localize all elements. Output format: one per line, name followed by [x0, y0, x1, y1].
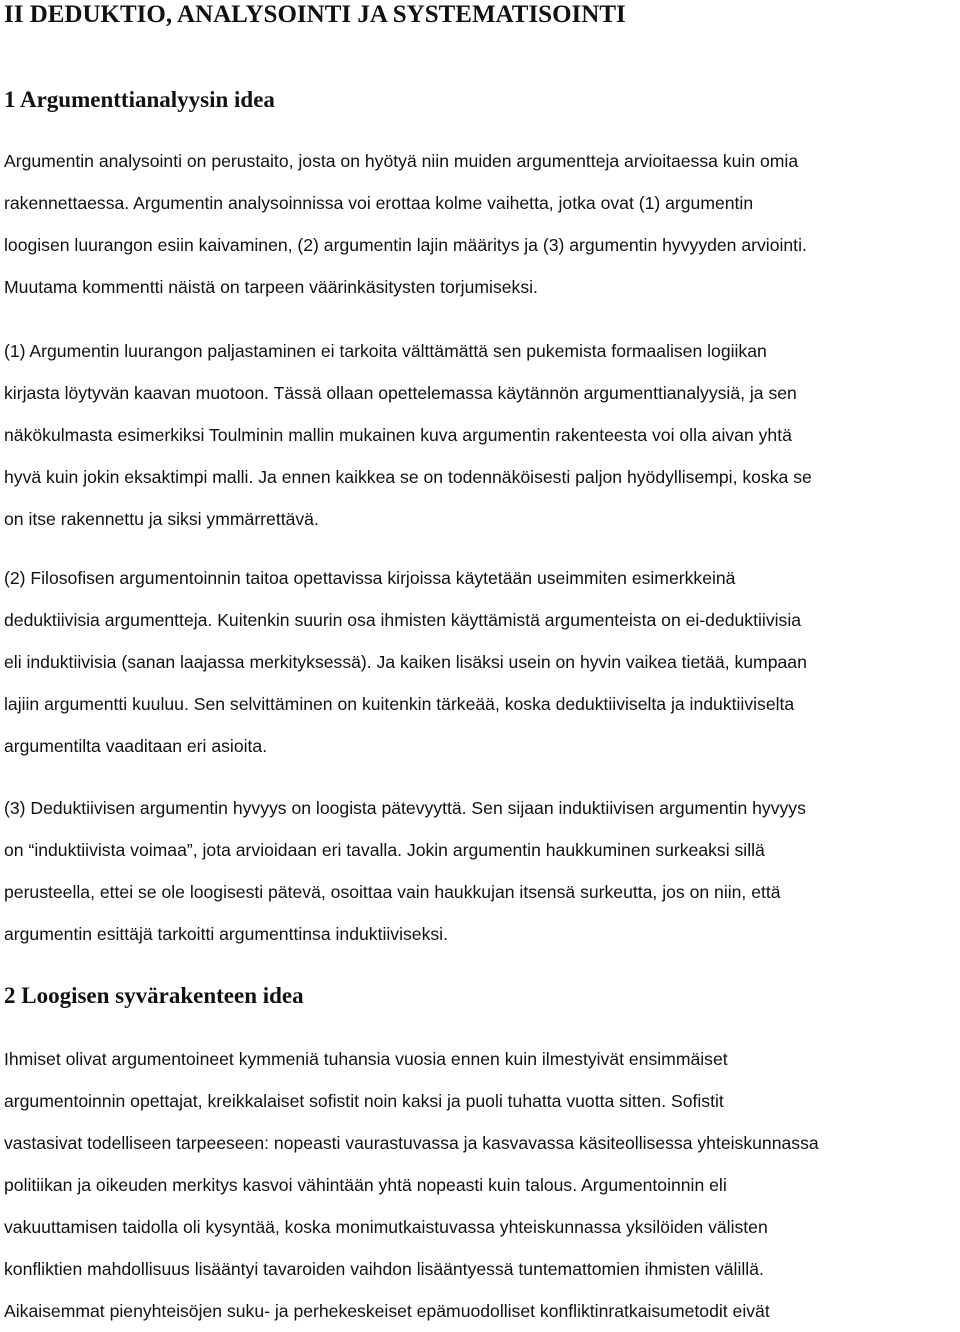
chapter-title: II DEDUKTIO, ANALYSOINTI JA SYSTEMATISOINTI [4, 1, 626, 28]
text-line: (1) Argumentin luurangon paljastaminen ei tarkoita välttämättä sen pukemista formaalisen logiikan [4, 341, 767, 361]
text-line: on “induktiivista voimaa”, jota arvioidaan eri tavalla. Jokin argumentin haukkuminen surkeaksi sillä [4, 840, 765, 860]
text-line: lajiin argumentti kuuluu. Sen selvittäminen on kuitenkin tärkeää, koska deduktiiviselta ja induktiiviselta [4, 694, 795, 714]
text-line: perusteella, ettei se ole loogisesti pätevä, osoittaa vain haukkujan itsensä surkeutta, jos on niin, että [4, 882, 781, 902]
section-1-title: 1 Argumenttianalyysin idea [4, 87, 275, 112]
text-line: Argumentin analysointi on perustaito, josta on hyötyä niin muiden argumentteja arvioitaessa kuin omia [4, 151, 799, 171]
text-line: näkökulmasta esimerkiksi Toulminin mallin mukainen kuva argumentin rakenteesta voi olla aivan yhtä [4, 425, 792, 445]
text-line: on itse rakennettu ja siksi ymmärrettävä. [4, 509, 319, 529]
text-line: politiikan ja oikeuden merkitys kasvoi vähintään yhtä nopeasti kuin talous. Argumentoinnin eli [4, 1175, 727, 1195]
text-line: Muutama kommentti näistä on tarpeen väärinkäsitysten torjumiseksi. [4, 277, 538, 297]
text-line: loogisen luurangon esiin kaivaminen, (2) argumentin lajin määritys ja (3) argumentin hyvyyden arviointi. [4, 235, 807, 255]
text-line: vastasivat todelliseen tarpeeseen: nopeasti vaurastuvassa ja kasvavassa käsiteollisessa yhteiskunnassa [4, 1133, 819, 1153]
text-line: vakuuttamisen taidolla oli kysyntää, koska monimutkaistuvassa yhteiskunnassa yksilöiden välisten [4, 1217, 768, 1237]
text-line: deduktiivisia argumentteja. Kuitenkin suurin osa ihmisten käyttämistä argumenteista on ei-deduktiivisia [4, 610, 802, 630]
text-line: rakennettaessa. Argumentin analysoinnissa voi erottaa kolme vaihetta, jotka ovat (1) argumentin [4, 193, 754, 213]
text-line: konfliktien mahdollisuus lisääntyi tavaroiden vaihdon lisääntyessä tuntemattomien ihmisten välillä. [4, 1259, 764, 1279]
section-1-paragraph-3 [4, 557, 954, 767]
text-line: Aikaisemmat pienyhteisöjen suku- ja perhekeskeiset epämuodolliset konfliktinratkaisumetodit eivät [4, 1301, 770, 1321]
text-line: eli induktiivisia (sanan laajassa merkityksessä). Ja kaiken lisäksi usein on hyvin vaikea tietää, kumpaan [4, 652, 807, 672]
text-line: argumentilta vaaditaan eri asioita. [4, 736, 268, 756]
text-line: Ihmiset olivat argumentoineet kymmeniä tuhansia vuosia ennen kuin ilmestyivät ensimmäiset [4, 1049, 728, 1069]
text-line: hyvä kuin jokin eksaktimpi malli. Ja ennen kaikkea se on todennäköisesti paljon hyödyllisempi, koska se [4, 467, 812, 487]
section-1-paragraph-1 [4, 140, 954, 308]
text-line: kirjasta löytyvän kaavan muotoon. Tässä ollaan opettelemassa käytännön argumenttianalyysiä, ja sen [4, 383, 797, 403]
section-1-paragraph-2 [4, 330, 954, 540]
text-line: (2) Filosofisen argumentoinnin taitoa opettavissa kirjoissa käytetään useimmiten esimerkkeinä [4, 568, 736, 588]
section-2-paragraph-1 [4, 1038, 954, 1332]
text-line: argumentoinnin opettajat, kreikkalaiset sofistit noin kaksi ja puoli tuhatta vuotta sitten. Sofistit [4, 1091, 724, 1111]
section-2-title: 2 Loogisen syvärakenteen idea [4, 983, 304, 1008]
text-line: (3) Deduktiivisen argumentin hyvyys on loogista pätevyyttä. Sen sijaan induktiivisen argumentin hyvyys [4, 798, 806, 818]
text-line: argumentin esittäjä tarkoitti argumenttinsa induktiiviseksi. [4, 924, 448, 944]
section-1-paragraph-4 [4, 787, 954, 955]
